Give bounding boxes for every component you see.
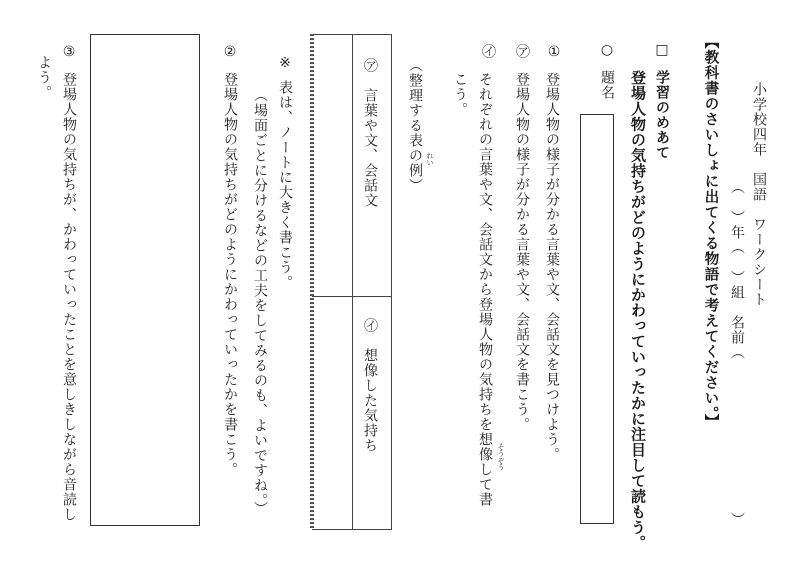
step2-number: ② (222, 44, 238, 61)
table-example (312, 34, 392, 530)
table-row-divider (312, 296, 392, 297)
step1-text: 登場人物の様子が分かる言葉や文、会話文を見つけよう。 (544, 72, 560, 462)
step1-b-ruby: そうぞう (497, 443, 505, 471)
answer-box[interactable] (90, 34, 200, 526)
note-text: 表は、ノートに大きく書こう。 (277, 80, 293, 290)
table-torn-edge (310, 34, 314, 530)
header-close-paren: ） (729, 512, 745, 527)
step3-number: ③ (61, 44, 77, 61)
table-col-a-label: ㋐ 言葉や文、会話文 (362, 58, 378, 208)
header-school: 小学校四年 国語 ワークシート (751, 82, 767, 307)
step1-number: ① (546, 44, 562, 61)
note-marker: ※ (277, 55, 293, 72)
step1-b-text-cont: こう。 (452, 72, 468, 117)
table-caption-ruby: れい (426, 152, 434, 166)
instruction-text: 【教科書のさいしょに出てくる物語で考えてください。】 (702, 34, 719, 430)
step1-b-text: それぞれの言葉や文、会話文から登場人物の気持ちを想像して書 (477, 72, 493, 507)
table-caption: （整理する表の例） (407, 58, 423, 193)
table-right-border (391, 34, 392, 530)
table-column-divider (352, 34, 353, 530)
title-marker: ○ (599, 42, 615, 59)
table-col-b-label: ㋑ 想像した気持ち (362, 318, 378, 453)
note-subtext: （場面ごとに分けるなどの工夫をしてみるのも、よいですね。） (252, 88, 268, 516)
title-label: 題名 (599, 70, 615, 100)
goal-text: 登場人物の気持ちがどのようにかわっていったかに注目して読もう。 (629, 70, 647, 551)
step1-b-marker: ㋑ (480, 44, 496, 59)
step3-text-cont: よう。 (36, 55, 52, 100)
step3-text: 登場人物の気持ちが、かわっていったことを意しきしながら音読し (61, 72, 77, 522)
header-class-name: （ ）年（ ）組 名前（ (729, 180, 745, 360)
step1-a-marker: ㋐ (514, 44, 530, 59)
goal-label: 学習のめあて (654, 70, 670, 160)
step2-text: 登場人物の気持ちがどのようにかわっていったかを書こう。 (222, 72, 238, 477)
title-input-box[interactable] (580, 114, 614, 524)
step1-a-text: 登場人物の様子が分かる言葉や文、会話文を書こう。 (514, 72, 530, 432)
goal-marker: □ (654, 42, 670, 59)
